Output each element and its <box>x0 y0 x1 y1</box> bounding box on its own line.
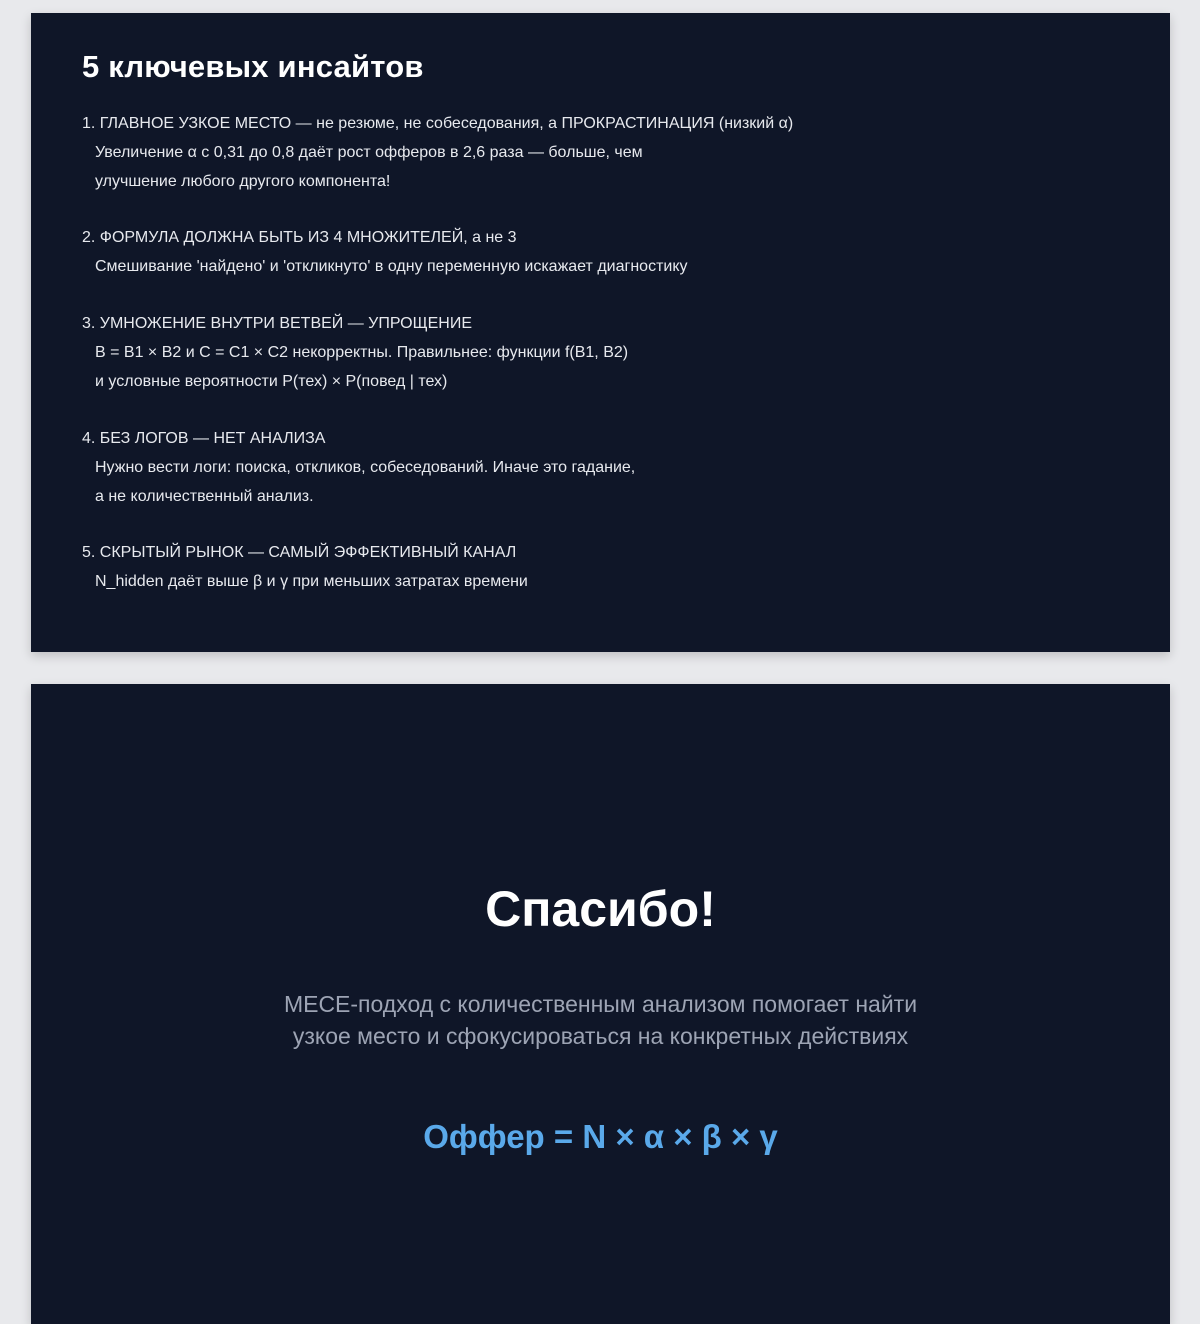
insight-line: улучшение любого другого компонента! <box>95 173 391 190</box>
thanks-subtitle-line: MECE-подход с количественным анализом помогает найти <box>283 991 918 1017</box>
insight-line: Увеличение α с 0,31 до 0,8 даёт рост офферов в 2,6 раза — больше, чем <box>95 144 643 161</box>
thanks-subtitle <box>31 988 1170 1052</box>
insight-heading: 5. СКРЫТЫЙ РЫНОК — САМЫЙ ЭФФЕКТИВНЫЙ КАНАЛ <box>82 544 517 561</box>
insight-line: и условные вероятности P(тех) × P(повед | тех) <box>95 373 448 390</box>
insight-line: B = B1 × B2 и C = C1 × C2 некорректны. Правильнее: функции f(B1, B2) <box>95 344 629 361</box>
insight-item-2 <box>82 223 688 281</box>
thanks-slide <box>31 684 1170 1324</box>
insight-heading: 1. ГЛАВНОЕ УЗКОЕ МЕСТО — не резюме, не собеседования, а ПРОКРАСТИНАЦИЯ (низкий α) <box>82 115 794 132</box>
insight-line: Нужно вести логи: поиска, откликов, собеседований. Иначе это гадание, <box>95 459 636 476</box>
insight-heading: 4. БЕЗ ЛОГОВ — НЕТ АНАЛИЗА <box>82 430 326 447</box>
thanks-subtitle-line: узкое место и сфокусироваться на конкретных действиях <box>292 1023 909 1049</box>
insight-item-1 <box>82 109 793 196</box>
insight-line: Смешивание 'найдено' и 'откликнуто' в одну переменную искажает диагностику <box>95 258 688 275</box>
insights-slide-title: 5 ключевых инсайтов <box>82 49 424 84</box>
insights-slide <box>31 13 1170 652</box>
insight-heading: 2. ФОРМУЛА ДОЛЖНА БЫТЬ ИЗ 4 МНОЖИТЕЛЕЙ, а не 3 <box>82 229 517 246</box>
insight-item-5 <box>82 538 528 596</box>
insight-line: а не количественный анализ. <box>95 488 314 505</box>
insight-item-4 <box>82 424 635 511</box>
insight-item-3 <box>82 309 628 396</box>
insight-heading: 3. УМНОЖЕНИЕ ВНУТРИ ВЕТВЕЙ — УПРОЩЕНИЕ <box>82 315 473 332</box>
offer-formula: Оффер = N × α × β × γ <box>423 1118 778 1155</box>
insight-line: N_hidden даёт выше β и γ при меньших затратах времени <box>95 573 528 590</box>
thanks-title: Спасибо! <box>485 881 716 937</box>
